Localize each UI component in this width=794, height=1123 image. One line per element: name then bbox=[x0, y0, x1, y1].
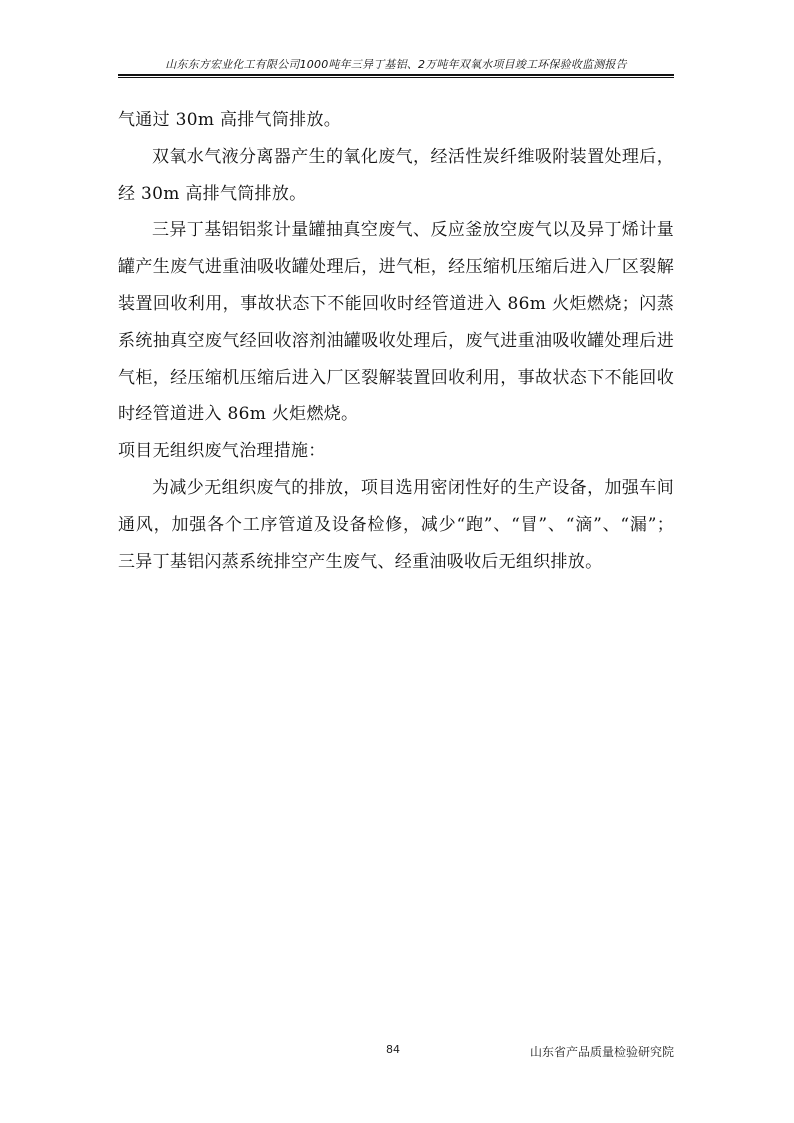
section-heading-fugitive-exhaust: 项目无组织废气治理措施： bbox=[118, 441, 326, 462]
document-body bbox=[118, 102, 674, 580]
report-header-title: 山东东方宏业化工有限公司1000吨年三异丁基铝、2万吨年双氧水项目竣工环保验收监测报告 bbox=[165, 58, 627, 71]
paragraph-oxidation-exhaust: 双氧水气液分离器产生的氧化废气，经活性炭纤维吸附装置处理后，经 30m 高排气筒排放。 bbox=[118, 146, 674, 204]
paragraph-fugitive-measures: 为减少无组织废气的排放，项目选用密闭性好的生产设备，加强车间通风，加强各个工序管道及设备检修，减少“跑”、“冒”、“滴”、“漏”；三异丁基铝闪蒸系统排空产生废气、经重油吸收后无组织排放。 bbox=[118, 477, 674, 572]
header-rule-thick bbox=[118, 74, 674, 76]
paragraph-aluminum-exhaust: 三异丁基铝铝浆计量罐抽真空废气、反应釜放空废气以及异丁烯计量罐产生废气进重油吸收罐处理后，进气柜，经压缩机压缩后进入厂区裂解装置回收利用，事故状态下不能回收时经管道进入 86m 火炬燃烧；闪蒸系统抽真空废气经回收溶剂油罐吸收处理后，废气进重油吸收罐处理后进气柜，经压缩机压缩后进入厂区裂解装置回收利用，事故状态下不能回收时经管道进入 86m 火炬燃烧。 bbox=[118, 220, 674, 425]
paragraph-continuation: 气通过 30m 高排气筒排放。 bbox=[118, 110, 342, 130]
footer-organization: 山东省产品质量检验研究院 bbox=[529, 1045, 674, 1059]
page-number: 84 bbox=[386, 1043, 400, 1056]
header-rule-thin bbox=[118, 77, 674, 78]
